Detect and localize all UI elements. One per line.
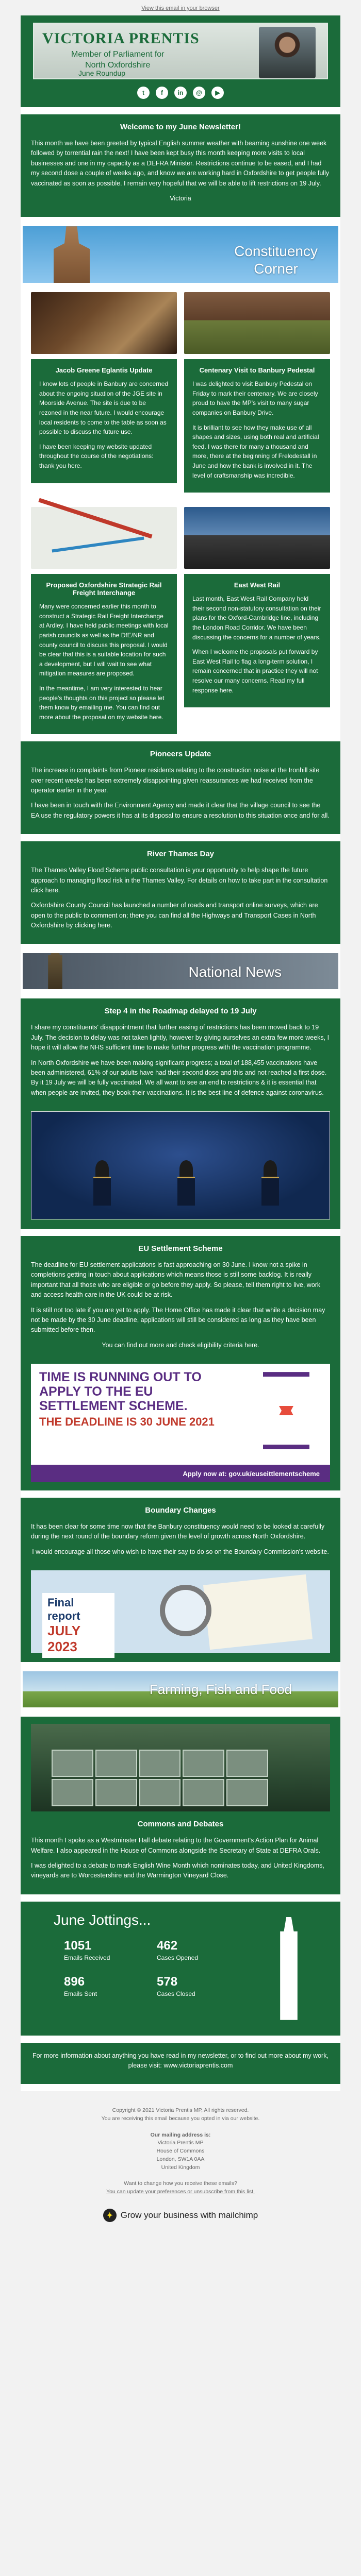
header-banner [33,23,328,79]
mailchimp-text: Grow your business with mailchimp [120,2210,258,2220]
stat-value: 578 [157,1974,178,1989]
commons-title: Commons and Debates [137,1820,224,1829]
stat-value: 462 [157,1938,178,1953]
stat-value: 896 [64,1974,85,1989]
more-info-section [21,2043,340,2084]
linkedin-icon[interactable]: in [174,87,187,99]
national-banner [21,951,340,991]
press-conference-image [31,1111,330,1219]
eu-poster-apply: Apply now at: gov.uk/euseittlementscheme [31,1465,330,1482]
footer-address-3: London, SW1A 0AA [156,2156,205,2162]
constituency-row-1 [21,285,340,500]
east-west-title: East West Rail [234,581,281,589]
jacob-column [31,292,177,493]
footer-copyright: Copyright © 2021 Victoria Prentis MP, All rights reserved. [112,2107,249,2114]
commons-text-1: This month I spoke as a Westminster Hall debate relating to the Government's Action Plan for Animal Welfare. I also appeared in the House of Commons alongside the Secretary of State at DEFRA Orals. [31,1837,321,1854]
report-label-2: JULY 2023 [47,1623,80,1655]
mailchimp-badge[interactable] [0,2201,361,2238]
roadmap-text-2: In North Oxfordshire we have been making significant progress; a total of 188,455 vaccinations have been administered, 61% of our adults have had their second dose and this and not reached a first dose. By it 19 July we will be fully vaccinated. We all want to see an end to restrictions & it is essential that when people are invited, they book their vaccinations. It is the best line of defence against coronavirus. [31,1059,327,1096]
constituency-line: North Oxfordshire [85,60,151,70]
national-banner-text: National News [188,964,282,980]
jacob-image [31,292,177,354]
commons-text-2: I was delighted to a debate to mark English Wine Month which nominates today, and United Kingdoms, vineyards are to Worcestershire and the Warmington Vineyard Close. [31,1861,324,1879]
centenary-text-1: I was delighted to visit Banbury Pedestal on Friday to mark their centenary. We are closely proud to have the MP's visit to many sugar companies on Banbury Drive. [192,380,318,417]
constituency-banner [21,224,340,285]
boundary-title: Boundary Changes [145,1506,216,1515]
east-west-text-2: When I welcome the proposals put forward by East West Rail to flag a long-term solution, I remain concerned that in practice they will not resolve our many concerns. Read my full response here. [192,648,318,694]
jacob-box [31,359,177,483]
hourglass-icon [263,1372,309,1449]
stat-cases-opened [157,1939,229,1961]
footer-address-1: Victoria Prentis MP [157,2140,204,2146]
header [21,15,340,107]
view-in-browser [0,0,361,15]
pioneers-text-2: I have been in touch with the Environment Agency and made it clear that the village council to see the EA use the regulatory powers it has at its disposal to ensure a resolution to this situation once and for all. [31,802,330,819]
footer-reason: You are receiving this email because you opted in via our website. [101,2115,260,2122]
footer-update-link[interactable]: You can update your preferences or unsubscribe from this list. [106,2188,255,2195]
eu-poster-deadline: THE DEADLINE IS 30 JUNE 2021 [39,1415,215,1429]
rail-freight-column [31,507,177,734]
rail-freight-text-2: In the meantime, I am very interested to hear people's thoughts on this project so please let them know by emailing me. You can find out more about the proposal on my website here. [39,684,165,721]
stats-section [21,1902,340,2036]
welcome-sign: Victoria [170,194,191,202]
big-ben-image [43,951,67,989]
rail-freight-text-1: Many were concerned earlier this month to construct a Strategic Rail Freight Interchange at Ardley. I have held public meetings with local parish councils as well as the DfE/NR and county council to discuss this proposal. I would be clear that this is a suitable location for such a development, but I will wait to see what mitigation measures are proposed. [39,603,169,677]
eu-title: EU Settlement Scheme [138,1244,223,1253]
east-west-text-1: Last month, East West Rail Company held their second non-statutory consultation on their plans for the Oxford-Cambridge line, including the London Road Corridor. We have been discussing the concerns for a number of years. [192,595,321,641]
report-label-1: Final report [47,1596,80,1623]
role-line: Member of Parliament for [71,50,165,59]
magnifier-icon [160,1585,211,1636]
more-info-text: For more information about anything you have read in my newsletter, or to find out more about my work, please visit: www.victoriaprentis.com [32,2052,329,2070]
map-paper [203,1574,313,1650]
facebook-icon[interactable]: f [156,87,168,99]
river-section [21,841,340,944]
footer-address-4: United Kingdom [161,2164,200,2171]
eu-text-1: The deadline for EU settlement applications is fast approaching on 30 June. I know not a spike in completions getting in touch about applications which means those is still some backlog. It is really important that all those who are eligible or go before they apply. So please, tell them right to live, work and access health care in the UK could be at risk. [31,1261,321,1299]
river-title: River Thames Day [146,850,215,859]
farming-banner-text: Farming, Fish and Food [149,1682,292,1698]
footer-address-2: House of Commons [156,2148,205,2155]
eu-poster-headline: TIME IS RUNNING OUT TO APPLY TO THE EU SETTLEMENT SCHEME. [39,1370,202,1414]
boundary-section [21,1498,340,1662]
centenary-box [184,359,330,493]
pioneers-title: Pioneers Update [150,750,211,759]
newsletter-subtitle: June Roundup [78,69,126,77]
welcome-text: This month we have been greeted by typical English summer weather with beaming sunshine one week followed by torrential rain the next! I have been kept busy this month keeping more visits to local businesses and one in my capacity as a DEFRA Minister. Restrictions continue to be eased, and I had my second dose a couple of weeks ago, and know we are working hard in Oxfordshire to get people fully vaccinated as soon as possible. I remain very hopeful that we will be able to lift restrictions on 19 July. [31,140,330,187]
stat-label: Emails Received [64,1954,110,1961]
jacob-title: Jacob Greene Eglantis Update [55,366,153,375]
eu-poster[interactable] [31,1364,330,1482]
social-links [33,87,328,99]
east-west-column [184,507,330,734]
stat-cases-closed [157,1975,229,1997]
boundary-text-2: I would encourage all those who wish to have their say to do so on the Boundary Commission's website. [32,1548,329,1555]
river-text-1: The Thames Valley Flood Scheme public consultation is your opportunity to help shape the future approach to managing flood risk in the Thames Valley. For details on how to take part in the consultation click here. [31,867,328,894]
mp-portrait [259,27,316,78]
east-west-box [184,574,330,707]
rail-freight-map [31,507,177,569]
church-tower-image [54,226,90,283]
youtube-icon[interactable]: ▶ [211,87,224,99]
east-west-image [184,507,330,569]
centenary-image [184,292,330,354]
roadmap-section [21,998,340,1229]
welcome-title: Welcome to my June Newsletter! [120,123,241,131]
newsletter [21,15,340,2091]
eu-text-2: It is still not too late if you are yet to apply. The Home Office has made it clear that while a decision may not be made by the 30 June deadline, applications will still be considered as long as they have been submitted before then. [31,1306,325,1334]
farming-banner [21,1669,340,1709]
stats-title: June Jottings... [54,1911,151,1928]
stat-label: Emails Sent [64,1990,97,1997]
stat-emails-received [64,1939,136,1961]
stat-label: Cases Opened [157,1954,199,1961]
rail-freight-box [31,574,177,734]
eu-section [21,1236,340,1490]
stat-label: Cases Closed [157,1990,195,1997]
mp-name: VICTORIA PRENTIS [42,30,200,47]
twitter-icon[interactable]: t [137,87,150,99]
welcome-section [21,114,340,217]
email-icon[interactable]: @ [193,87,205,99]
jacob-text-1: I know lots of people in Banbury are concerned about the ongoing situation of the JGE site in Moorside Avenue. The site is due to be rezoned in the near future. I would encourage local residents to come to the table as soon as possible to discuss the future use. [39,380,169,436]
boundary-text-1: It has been clear for some time now that the Banbury constituency would need to be looked at carefully during the next round of the boundary reform given the level of growth across North Oxfordshire. [31,1523,325,1540]
eu-text-3: You can find out more and check eligibility criteria here. [102,1341,259,1349]
stat-value: 1051 [64,1938,92,1953]
footer-change: Want to change how you receive these emails? [124,2180,237,2187]
commons-image [31,1724,330,1811]
report-label [42,1593,114,1658]
centenary-title: Centenary Visit to Banbury Pedestal [199,366,315,375]
pioneers-section [21,741,340,834]
view-in-browser-link[interactable]: View this email in your browser [141,5,220,11]
boundary-report-image [31,1570,330,1653]
centenary-column [184,292,330,493]
pioneers-text-1: The increase in complaints from Pioneer residents relating to the construction noise at the Ironhill site over recent weeks has been extremely disappointing given reassurances we had received from the operator earlier in the year. [31,767,320,794]
constituency-row-2 [21,500,340,741]
rail-freight-title: Proposed Oxfordshire Strategic Rail Freight Interchange [46,581,162,597]
roadmap-text-1: I share my constituents' disappointment that further easing of restrictions has been moved back to 19 July. The decision to delay was not taken lightly, however by giving ourselves an extra few more weeks, I hope it will allow the NHS sufficient time to make further progress with the vaccination programme. [31,1024,330,1052]
stat-emails-sent [64,1975,136,1997]
mailchimp-icon: ✦ [103,2209,117,2222]
roadmap-title: Step 4 in the Roadmap delayed to 19 July [104,1007,257,1016]
jacob-text-2: I have been keeping my website updated throughout the course of the negotiations: thank you here. [39,443,154,469]
footer [0,2091,361,2201]
centenary-text-2: It is brilliant to see how they make use of all shapes and sizes, using both real and artificial feed. I was there for many a thousand and more, there at the beginning of Frelodestall in June and how the bank is involved in it. The level of craftsmanship was incredible. [192,423,319,479]
mp-role [71,49,165,71]
commons-section [21,1717,340,1894]
footer-mailing-label: Our mailing address is: [150,2131,211,2138]
river-text-2: Oxfordshire County Council has launched a number of roads and transport online surveys, which are open to the public to comment on; there you can find all the Highways and Transport Cases in North Oxfordshire by clicking here. [31,902,318,929]
constituency-banner-text: Constituency Corner [234,243,318,277]
